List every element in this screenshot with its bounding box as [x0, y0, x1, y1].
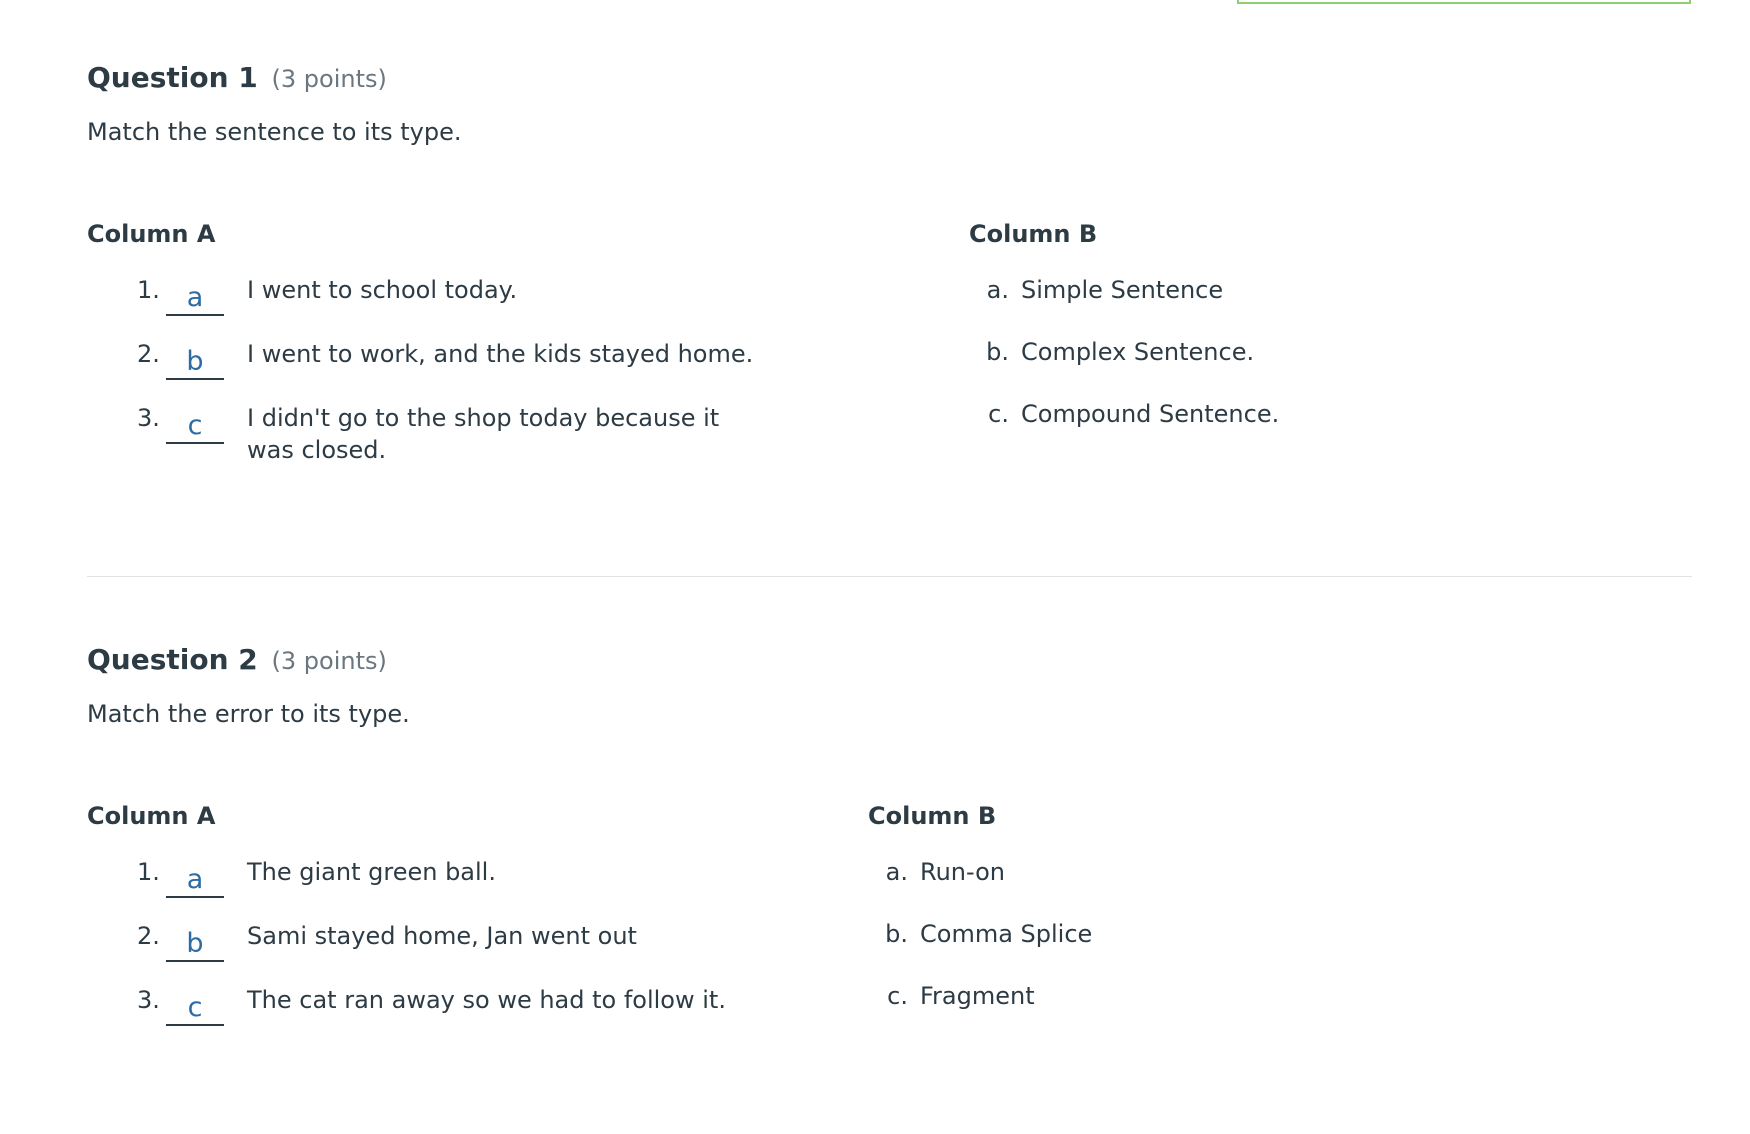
option-text: Comma Splice	[920, 920, 1093, 948]
answer-blank: a	[166, 856, 224, 898]
column-a-heading: Column A	[87, 220, 216, 248]
option-text: Simple Sentence	[1021, 276, 1224, 304]
question-number: Question 2	[87, 643, 258, 676]
answer-option	[969, 398, 1279, 430]
option-text: Complex Sentence.	[1021, 338, 1255, 366]
answer-option	[868, 918, 1092, 950]
row-number: 2.	[137, 922, 160, 950]
match-prompt-text: The cat ran away so we had to follow it.	[247, 986, 726, 1014]
row-number: 1.	[137, 276, 160, 304]
row-number: 2.	[137, 340, 160, 368]
column-b-heading: Column B	[868, 802, 997, 830]
question-prompt: Match the sentence to its type.	[87, 118, 462, 146]
option-letter: b.	[885, 920, 908, 948]
option-letter: c.	[988, 400, 1009, 428]
question-prompt: Match the error to its type.	[87, 700, 410, 728]
row-number: 3.	[137, 404, 160, 432]
answer-blank: b	[166, 338, 224, 380]
question-2	[87, 640, 1692, 1023]
question-1	[87, 58, 1692, 464]
answer-option	[868, 980, 1035, 1012]
option-text: Run-on	[920, 858, 1006, 886]
column-a-heading: Column A	[87, 802, 216, 830]
question-number: Question 1	[87, 61, 258, 94]
option-letter: b.	[986, 338, 1009, 366]
match-prompt-text: I didn't go to the shop today because it was closed.	[247, 404, 720, 464]
previous-question-box	[1237, 0, 1691, 4]
option-text: Fragment	[920, 982, 1035, 1010]
answer-option	[969, 336, 1254, 368]
answer-blank: c	[166, 402, 224, 444]
match-prompt-text: The giant green ball.	[247, 858, 496, 886]
match-prompt-text: I went to school today.	[247, 276, 518, 304]
answer-blank: c	[166, 984, 224, 1026]
question-divider	[87, 576, 1692, 577]
answer-option	[969, 274, 1223, 306]
match-prompt-text: I went to work, and the kids stayed home.	[247, 340, 754, 368]
answer-blank: a	[166, 274, 224, 316]
option-letter: c.	[887, 982, 908, 1010]
question-title	[87, 640, 1692, 680]
option-text: Compound Sentence.	[1021, 400, 1280, 428]
option-letter: a.	[986, 276, 1009, 304]
row-number: 3.	[137, 986, 160, 1014]
answer-option	[868, 856, 1005, 888]
match-prompt-text: Sami stayed home, Jan went out	[247, 922, 637, 950]
row-number: 1.	[137, 858, 160, 886]
question-points: (3 points)	[271, 647, 387, 675]
column-b-heading: Column B	[969, 220, 1098, 248]
question-points: (3 points)	[271, 65, 387, 93]
option-letter: a.	[885, 858, 908, 886]
question-title	[87, 58, 1692, 98]
answer-blank: b	[166, 920, 224, 962]
